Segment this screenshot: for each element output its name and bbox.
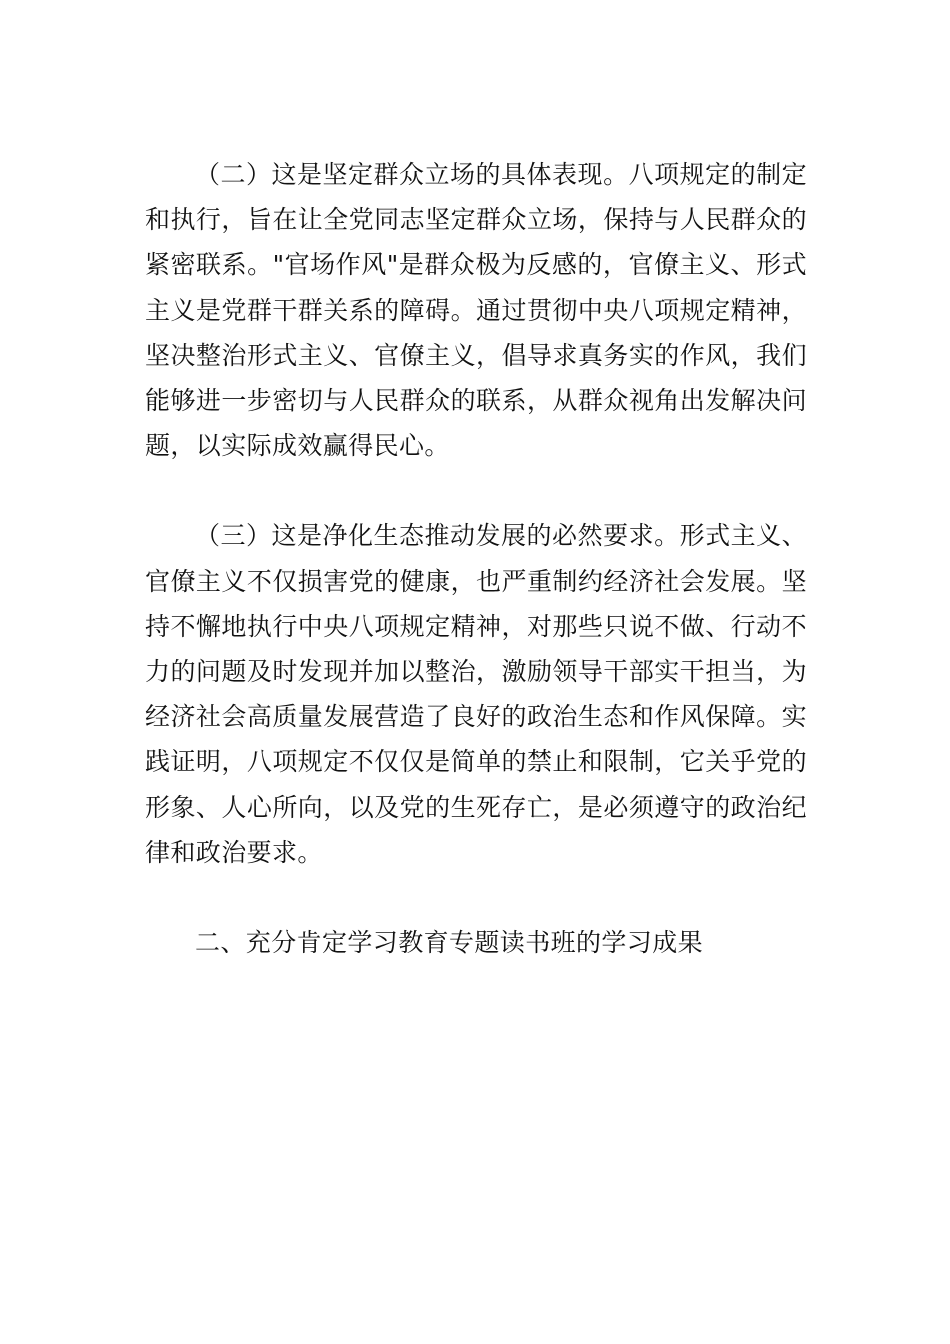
paragraph-two: （二）这是坚定群众立场的具体表现。八项规定的制定和执行，旨在让全党同志坚定群众立场，保持与人民群众的紧密联系。"官场作风"是群众极为反感的，官僚主义、形式主义是党群干群关系的障碍。通过贯彻中央八项规定精神，坚决整治形式主义、官僚主义，倡导求真务实的作风，我们能够进一步密切与人民群众的联系，从群众视角出发解决问题，以实际成效赢得民心。 [145, 160, 807, 461]
section-heading: 二、充分肯定学习教育专题读书班的学习成果 [195, 928, 704, 958]
paragraph-three: （三）这是净化生态推动发展的必然要求。形式主义、官僚主义不仅损害党的健康，也严重制约经济社会发展。坚持不懈地执行中央八项规定精神，对那些只说不做、行动不力的问题及时发现并加以整治，激励领导干部实干担当，为经济社会高质量发展营造了良好的政治生态和作风保障。实践证明，八项规定不仅仅是简单的禁止和限制，它关乎党的形象、人心所向，以及党的生死存亡，是必须遵守的政治纪律和政治要求。 [145, 521, 807, 867]
document-body [145, 152, 807, 965]
